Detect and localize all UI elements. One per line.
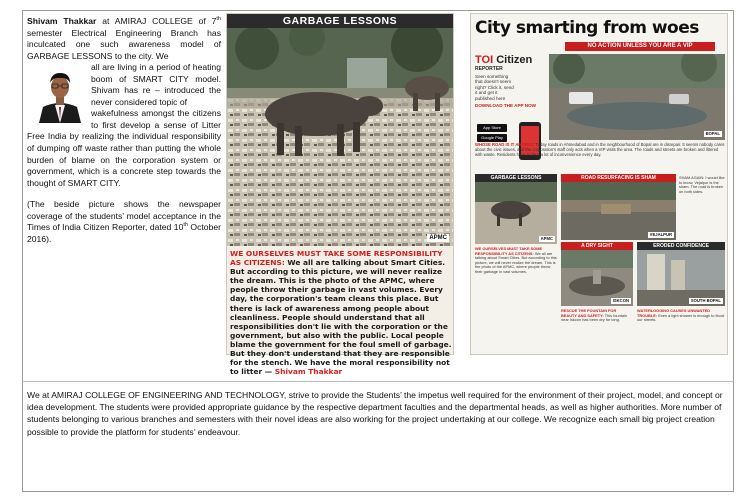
clipping-header: GARBAGE LESSONS xyxy=(227,14,453,28)
clipping-photo-garbage xyxy=(227,28,453,246)
photo-location-tag: BOPAL xyxy=(705,131,720,136)
student-name: Shivam Thakkar xyxy=(27,16,97,26)
closing-paragraph: We at AMIRAJ COLLEGE OF ENGINEERING AND TECHNOLOGY, strive to provide the Students’ the impetus well required for the environment of their project, model, and concept or idea development. The students were provided appropriate guidance by the respective department faculties and the departmental heads, as well as higher authorities. More number of students belonging to various branches and semesters with their novel ideas are also working for the project undertaking at our college. We recognize each small big project creation possible to provide the platform for students’ endeavour. xyxy=(27,390,723,437)
panel-garbage-text: WE OURSELVES MUST TAKE SOME RESPONSIBILITY AS CITIZENS: We all are talking about Smart Cities. But according to this picture, we will never realize the dream. This is the photo of the APMC, where people throw their garbage in vast volumes. xyxy=(475,246,557,274)
toi-citizen-reporter-box: TOI Citizen REPORTER Seen something that doesn't seem right? Click it, send it and get it published here DOWNLOAD THE APP NOW App Store Google Play xyxy=(475,54,547,152)
intro-paragraph-cont: all are living in a period of heating boom of SMART CITY model. Shivam has re – introduced the never considered topic of xyxy=(91,62,221,107)
panel-eroded-text: WATERLOGGING CAUSES UNWANTED TROUBLE: Even a light shower is enough to flood our streets. xyxy=(637,308,724,323)
toi-download: DOWNLOAD THE APP NOW xyxy=(475,103,536,109)
article-lead: WE OURSELVES MUST TAKE SOME RESPONSIBILITY AS CITIZENS: xyxy=(230,249,443,268)
panel-road-side-text: SHAM AGAIN: I would like to know, Vejalpur is the sham. The road is broken on both sides. xyxy=(679,175,725,194)
panel-dry-photo: ISKCON xyxy=(561,250,633,306)
clipping-photo-road xyxy=(549,54,725,140)
intro-text xyxy=(27,16,221,245)
clipping-article-text: WE OURSELVES MUST TAKE SOME RESPONSIBILITY AS CITIZENS: We all are talking about Smart Cities. But according to this picture, we will never realize the dream. This is the photo of the APMC, where people throw their garbage in vast volumes. Every day, the corporation's team cleans this place. But there is lack of awareness among people about cleanliness. People should understand that all responsibilities don't lie with the corporation or the government, but also with the public. Local people blame the government for the foul smell of garbage. But they don't understand that they are responsible for the stench. We have the moral responsibility not to litter — Shivam Thakkar xyxy=(230,249,452,377)
clipping-headline: City smarting from woes xyxy=(475,18,699,38)
googleplay-badge: Google Play xyxy=(477,134,507,142)
newspaper-clipping-city-smarting xyxy=(470,13,728,355)
photo-location-tag: APMC xyxy=(429,235,447,241)
clipping-subhead: NO ACTION UNLESS YOU ARE A VIP xyxy=(565,42,715,51)
toi-blurb: Seen something that doesn't seem right? Click it, send it and get it published here xyxy=(475,74,514,101)
student-photo xyxy=(37,65,83,123)
panel-dry-label: A DRY SIGHT xyxy=(561,242,633,250)
panel-dry-text: RESCUE THE FOUNTAIN FOR BEAUTY AND SAFETY: This fountain near Iskcon has been dry for long. xyxy=(561,308,628,323)
panel-eroded-photo: SOUTH BOPAL xyxy=(637,250,725,306)
panel-eroded-label: ERODED CONFIDENCE xyxy=(637,242,725,250)
caption-note: (The beside picture shows the newspaper coverage of the students’ model acceptance in the Times of India Citizen Reporter, dated 10th October 2016). xyxy=(27,199,221,244)
section-divider xyxy=(22,381,734,382)
newspaper-clipping-garbage-lessons xyxy=(226,13,454,377)
intro-paragraph-cont2: wakefulness amongst the citizens to first develop a sense of Litter Free India by realizing the individual responsibility of dumping off waste rather than putting the whole burden of blame on the corporation system or government, which is a concrete step towards the thought of SMART CITY. xyxy=(27,108,221,188)
appstore-badge: App Store xyxy=(477,124,507,132)
toi-logo: TOI Citizen xyxy=(475,54,533,66)
intro-paragraph: Shivam Thakkar at AMIRAJ COLLEGE of 7th semester Electrical Engineering Branch has inculcated one such awareness model of GARBAGE LESSONS to the city. We xyxy=(27,16,221,61)
panel-garbage-photo: APMC xyxy=(475,182,557,244)
panel-road-photo: VEJALPUR xyxy=(561,182,676,240)
article-byline: Shivam Thakkar xyxy=(274,367,343,377)
panel-road-label: ROAD RESURFACING IS SHAM xyxy=(561,174,676,182)
panel-garbage-label: GARBAGE LESSONS xyxy=(475,174,557,182)
clipping-body-text: WHOSE ROAD IS IT ANYWAY: Today roads in Ahmedabad and in the neighbourhood of Bopal are in disrepair. It seems nobody cares about the civic issues, and the corporation's staff only acts when a VIP visits the area. The roads and streets are broken and littered with waste. Residents have to face a lot of inconvenience every day. xyxy=(475,142,725,157)
